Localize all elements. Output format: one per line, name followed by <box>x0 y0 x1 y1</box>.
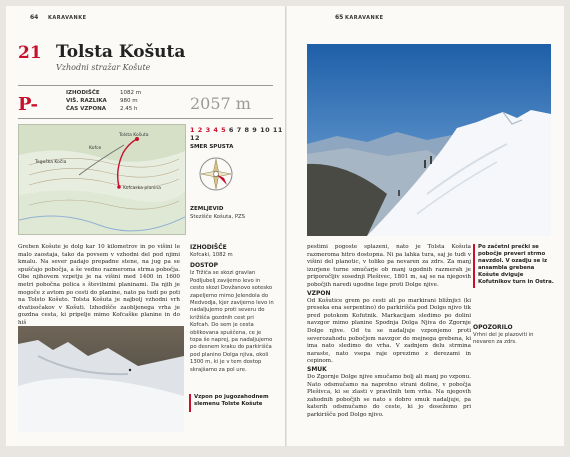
photo-caption: Vzpon po jugozahodnem slemenu Tolste Košute <box>194 394 269 407</box>
middle-column <box>190 244 274 374</box>
stat-value: 2.45 h <box>120 106 138 112</box>
right-main-text <box>307 244 471 419</box>
opozorilo-text: Vrhni del je plazoviti in nevaren za zdrs. <box>473 332 534 346</box>
page-number-right: 65 <box>335 14 344 21</box>
stat-value: 1082 m <box>120 90 142 96</box>
photo-skiers-graphic <box>307 44 551 236</box>
route-number: 21 <box>18 43 42 63</box>
stats-block <box>66 89 141 113</box>
smuk-paragraph: Do Zgornje Dolge njive smučamo bolj ali manj po vzponu. Nato odsmučamo na naprotno strani doline, v pobočja Plešivca, ki se zlasti v pravilnih tem vrha. Na njegovih zahodnih pobočjih se nato s dobro smuk nadaljuje, pa katerih odsmučamo do ceste, ki jo dosežemo pri parkirišču pod Dolgo njivo. <box>307 373 471 418</box>
photo-ridge <box>18 326 184 432</box>
caption-bar-right <box>473 244 475 288</box>
caption-bar <box>189 394 191 412</box>
photo-caption-right: Po začetni prečki se pobočje preveri strmo navzdol. V ozadju se iz ansambla grebena Košute dviguje Kofutnikov turn in Ostra. <box>478 244 554 285</box>
direction-heading: SMER SPUSTA <box>190 144 234 150</box>
opozorilo-heading: OPOZORILO <box>473 324 513 331</box>
zemljevid-heading: ZEMLJEVID <box>190 206 224 212</box>
map-graphic <box>19 125 185 234</box>
route-map <box>18 124 186 235</box>
map-label: Kofce <box>89 146 102 151</box>
dostop-text: Iz Tržiča se skozi gravlan Podljubelj zavijemo levo in cesto skozi Dovžanovo sotesko zapeljemo mimo Jelendola do Medvodja, kjer zavijemo levo in nadaljujemo proti severu do križišča gozdnih cest pri Kofcah. Do sem je cesta oblikovana spuščena, ce je topa še naprej, pa nadaljujemo po desnem kraku do parkirišča pod planino Dolga njiva, okoli 1300 m, ki je v tem dostop skrajšamo za pol ure. <box>190 270 274 373</box>
divider-bottom <box>18 118 273 119</box>
difficulty-scale <box>190 126 285 142</box>
zemljevid-text: Stezišče Košuta, PZS <box>190 214 246 220</box>
stat-value: 980 m <box>120 98 138 104</box>
route-title: Tolsta Košuta <box>56 42 186 62</box>
vzpon-heading: VZPON <box>307 289 331 297</box>
map-label: Tolsta Košuta <box>119 133 149 138</box>
dostop-heading: DOSTOP <box>190 262 218 270</box>
difficulty-scale-active: 1 2 3 4 5 <box>190 126 227 134</box>
difficulty-scale-rest: 6 7 8 9 10 11 12 <box>190 126 283 142</box>
altitude: 2057 m <box>190 94 251 113</box>
izhodisce-text: Kofcaki, 1082 m <box>190 252 233 258</box>
smuk-heading: SMUK <box>307 365 327 373</box>
stat-label: VIŠ. RAZLIKA <box>66 98 107 104</box>
left-page <box>6 6 285 446</box>
stat-label: ČAS VZPONA <box>66 106 106 112</box>
page-number-left: 64 <box>30 14 39 21</box>
map-label: Tegoška Kočla <box>35 160 67 165</box>
divider-top <box>18 85 273 86</box>
main-text <box>18 244 180 328</box>
main-paragraph: Greben Košute je dolg kar 10 kilometrov in po višini le malo zaostaja, tako da povsem v vzhodni del pod njimi kmalu. Na sever padajo prepadne stene, na jug pa se spuščajo pobočja, a še vedno razmeroma strma pobočja. Obe njihovem vzpetju je na višini med 1400 in 1600 metri pobočna polica s številnimi planinami. Da njih je mogoče z avtom po cesti do planine, nato pa tudi po poti na Tolsto Košuto. Tolsta Košuta je najbolj vzhodni vrh dvatisočakov v Košuti. Izhodišče zaobljenega vrha je gozdna cesta, ki pripelje mimo Kofcaške planine in do hiš <box>18 244 180 326</box>
route-subtitle: Vzhodni stražar Košute <box>56 63 151 72</box>
vzpon-paragraph: Od Košutice grem po cesti ali po markirani bližnjici (ki preseka ena serpentino) do parkirišča pod Dolgo njivo tik pred potokom Kofutnik. Markacijam sledimo po dolini navzgor mimo planine Spodnja Dolga Njiva do Zgornje Dolge njive. Od tu se nadaljuje vzponjemo proti severozahodu pobočjem navzgor do mejnega grebena, ki ima nato sledimo do vrha. V zadnjem delu strmina naraste, nato vsepa raje oprezimo z derezami in cepinom. <box>307 297 471 365</box>
right-intro-paragraph: pestimi pogoste splazeni, nato je Tolsta Košuta razmeroma hitro dostopna. Ni pa lahka tura, saj je tudi v višini del planotic, v toliko pa nevaren za zdrs. Za manj izurjene turne smučarje ob manj ugodnih razmerah je priporočljiv sosednji Plešivec, 1801 m, saj se na njegovih pobočjih naredi ugodne lege proti Dolge njive. <box>307 244 471 288</box>
izhodisce-heading: IZHODIŠČE <box>190 244 227 251</box>
photo-ridge-graphic <box>18 326 184 432</box>
running-head-left: KARAVANKE <box>48 15 87 21</box>
right-page <box>287 6 564 446</box>
running-head-right: KARAVANKE <box>345 15 384 21</box>
compass-icon <box>198 156 234 192</box>
opozorilo-block <box>473 324 553 347</box>
grade-badge: P- <box>18 94 39 115</box>
map-label: Kofcaska planina <box>123 186 161 191</box>
photo-skiers <box>307 44 551 236</box>
stat-label: IZHODIŠČE <box>66 90 100 96</box>
